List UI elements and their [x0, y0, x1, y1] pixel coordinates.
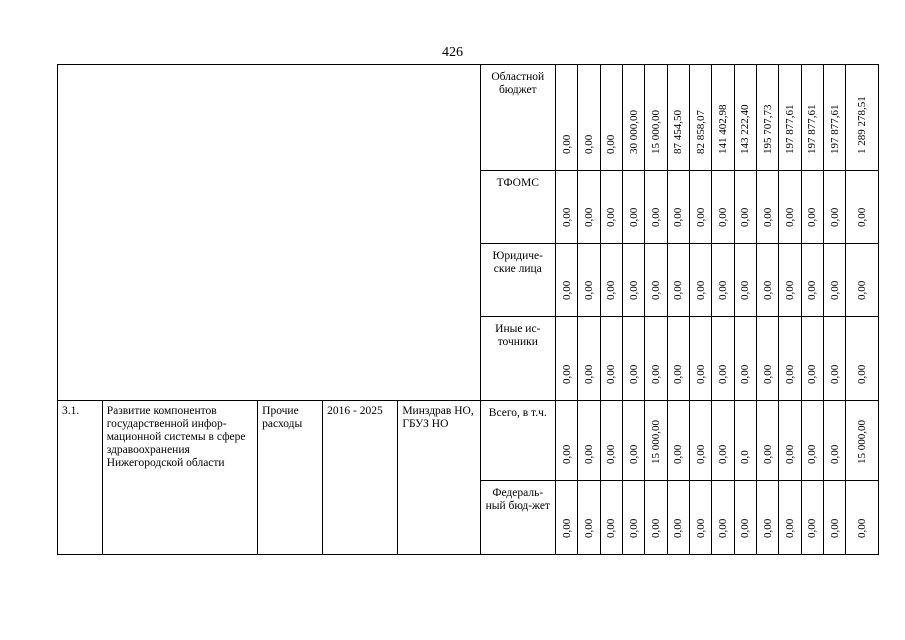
value-cell [756, 401, 778, 481]
merged-empty-cell [58, 65, 481, 401]
value-text: 0,00 [828, 280, 841, 300]
value-cell [846, 244, 879, 317]
value-cell [667, 65, 689, 171]
value-cell [555, 317, 577, 401]
value-cell [801, 317, 823, 401]
value-text: 0,00 [627, 364, 640, 384]
value-text: 82 858,07 [694, 110, 707, 154]
value-cell [645, 401, 667, 481]
value-text: 0,00 [739, 518, 752, 538]
executor: Минздрав НО, ГБУЗ НО [398, 401, 480, 555]
value-text: 0,00 [828, 364, 841, 384]
value-text: 0,00 [694, 518, 707, 538]
value-text: 0,00 [828, 518, 841, 538]
value-cell [689, 171, 711, 244]
value-text: 0,00 [739, 280, 752, 300]
value-text: 0,00 [828, 444, 841, 464]
value-text: 0,00 [783, 444, 796, 464]
value-text: 0,00 [605, 207, 618, 227]
value-text: 0,00 [582, 134, 595, 154]
expense-type: Прочие расходы [258, 401, 323, 555]
value-text: 0,00 [560, 518, 573, 538]
value-text: 30 000,00 [627, 110, 640, 154]
value-text: 0,00 [806, 518, 819, 538]
value-cell [689, 244, 711, 317]
value-cell [734, 171, 756, 244]
value-text: 0,00 [761, 280, 774, 300]
value-cell [578, 65, 600, 171]
value-text: 0,00 [560, 207, 573, 227]
value-text: 0,00 [806, 207, 819, 227]
period: 2016 - 2025 [323, 401, 398, 555]
funding-source: Всего, в т.ч. [480, 401, 555, 481]
value-text: 87 454,50 [672, 110, 685, 154]
value-cell [622, 244, 644, 317]
value-cell [600, 317, 622, 401]
value-cell [756, 481, 778, 555]
value-cell [645, 65, 667, 171]
value-cell [622, 317, 644, 401]
value-text: 15 000,00 [649, 110, 662, 154]
value-text: 0,00 [806, 364, 819, 384]
value-cell [578, 244, 600, 317]
value-cell [667, 401, 689, 481]
value-text: 0,00 [761, 207, 774, 227]
value-cell [578, 317, 600, 401]
value-cell [645, 481, 667, 555]
value-text: 0,00 [605, 364, 618, 384]
value-cell [801, 171, 823, 244]
value-cell [734, 317, 756, 401]
value-cell [756, 65, 778, 171]
value-cell [846, 171, 879, 244]
table-row [58, 401, 879, 481]
funding-source: Иные ис-точники [480, 317, 555, 401]
value-cell [823, 317, 845, 401]
value-text: 0,00 [582, 280, 595, 300]
value-text: 0,00 [828, 207, 841, 227]
value-cell [846, 401, 879, 481]
value-text: 0,00 [694, 280, 707, 300]
value-cell [823, 401, 845, 481]
value-text: 0,00 [716, 518, 729, 538]
value-text: 0,00 [783, 518, 796, 538]
value-text: 143 222,40 [739, 104, 752, 154]
value-text: 0,00 [761, 518, 774, 538]
value-text: 0,00 [783, 280, 796, 300]
value-text: 0,00 [672, 364, 685, 384]
value-cell [756, 244, 778, 317]
value-cell [555, 244, 577, 317]
budget-table [57, 64, 879, 555]
value-text: 0,00 [672, 280, 685, 300]
value-text: 0,00 [627, 444, 640, 464]
value-cell [578, 171, 600, 244]
value-cell [689, 65, 711, 171]
value-cell [779, 65, 801, 171]
value-text: 0,00 [649, 207, 662, 227]
value-text: 197 877,61 [806, 104, 819, 154]
value-text: 0,00 [716, 444, 729, 464]
value-cell [779, 244, 801, 317]
value-text: 0,00 [716, 364, 729, 384]
value-text: 0,00 [605, 134, 618, 154]
value-cell [555, 481, 577, 555]
value-text: 0,00 [783, 207, 796, 227]
value-cell [779, 401, 801, 481]
value-cell [801, 401, 823, 481]
value-text: 197 877,61 [783, 104, 796, 154]
value-text: 0,00 [716, 207, 729, 227]
value-text: 0,00 [856, 518, 869, 538]
value-cell [846, 481, 879, 555]
value-cell [779, 171, 801, 244]
value-text: 0,00 [649, 518, 662, 538]
value-cell [734, 244, 756, 317]
value-cell [622, 65, 644, 171]
value-cell [734, 401, 756, 481]
value-text: 197 877,61 [828, 104, 841, 154]
value-text: 0,00 [856, 364, 869, 384]
value-text: 0,00 [582, 207, 595, 227]
value-cell [645, 171, 667, 244]
value-cell [823, 171, 845, 244]
value-text: 0,00 [856, 280, 869, 300]
table-row [58, 65, 879, 171]
value-cell [555, 171, 577, 244]
value-cell [645, 317, 667, 401]
value-text: 0,00 [856, 207, 869, 227]
value-text: 0,00 [627, 518, 640, 538]
value-cell [622, 481, 644, 555]
funding-source: Областной бюджет [480, 65, 555, 171]
value-cell [689, 401, 711, 481]
value-cell [712, 65, 734, 171]
value-cell [846, 65, 879, 171]
value-text: 0,00 [761, 364, 774, 384]
value-text: 0,00 [582, 364, 595, 384]
value-text: 0,00 [560, 364, 573, 384]
value-text: 0,00 [605, 280, 618, 300]
funding-source: Юридиче-ские лица [480, 244, 555, 317]
value-text: 0,00 [627, 280, 640, 300]
value-text: 0,00 [694, 207, 707, 227]
value-text: 0,0 [739, 450, 752, 464]
value-cell [779, 481, 801, 555]
value-text: 0,00 [694, 364, 707, 384]
value-text: 0,00 [582, 518, 595, 538]
value-cell [712, 317, 734, 401]
value-text: 15 000,00 [649, 420, 662, 464]
value-text: 15 000,00 [856, 420, 869, 464]
value-text: 0,00 [672, 518, 685, 538]
value-cell [600, 65, 622, 171]
value-text: 0,00 [716, 280, 729, 300]
value-cell [555, 65, 577, 171]
value-cell [846, 317, 879, 401]
value-cell [712, 401, 734, 481]
value-cell [823, 65, 845, 171]
value-cell [667, 317, 689, 401]
value-text: 0,00 [672, 207, 685, 227]
value-cell [823, 244, 845, 317]
value-cell [756, 317, 778, 401]
value-text: 0,00 [806, 280, 819, 300]
value-text: 0,00 [739, 207, 752, 227]
value-cell [667, 171, 689, 244]
value-cell [645, 244, 667, 317]
funding-source: ТФОМС [480, 171, 555, 244]
funding-source: Федераль-ный бюд-жет [480, 481, 555, 555]
value-cell [667, 244, 689, 317]
value-cell [578, 401, 600, 481]
value-cell [622, 171, 644, 244]
value-text: 0,00 [605, 444, 618, 464]
value-text: 0,00 [560, 444, 573, 464]
value-cell [801, 65, 823, 171]
value-cell [801, 481, 823, 555]
value-text: 0,00 [783, 364, 796, 384]
value-cell [600, 481, 622, 555]
value-text: 0,00 [739, 364, 752, 384]
value-text: 0,00 [672, 444, 685, 464]
value-cell [734, 481, 756, 555]
value-text: 0,00 [806, 444, 819, 464]
value-cell [600, 401, 622, 481]
value-text: 0,00 [649, 364, 662, 384]
item-number: 3.1. [58, 401, 103, 555]
value-text: 0,00 [605, 518, 618, 538]
value-text: 0,00 [560, 134, 573, 154]
value-text: 0,00 [627, 207, 640, 227]
value-cell [689, 317, 711, 401]
value-cell [555, 401, 577, 481]
value-text: 0,00 [761, 444, 774, 464]
value-text: 195 707,73 [761, 104, 774, 154]
value-text: 0,00 [649, 280, 662, 300]
value-cell [712, 171, 734, 244]
value-text: 141 402,98 [716, 104, 729, 154]
value-cell [801, 244, 823, 317]
value-cell [823, 481, 845, 555]
item-name: Развитие компонентов государственной инфор-мационной системы в сфере здравоохранения Нижегородской области [102, 401, 257, 555]
value-text: 1 289 278,51 [856, 96, 869, 154]
value-cell [734, 65, 756, 171]
value-cell [667, 481, 689, 555]
value-cell [779, 317, 801, 401]
value-cell [600, 244, 622, 317]
value-text: 0,00 [582, 444, 595, 464]
value-cell [756, 171, 778, 244]
value-cell [712, 481, 734, 555]
value-text: 0,00 [694, 444, 707, 464]
value-cell [600, 171, 622, 244]
value-cell [622, 401, 644, 481]
value-cell [712, 244, 734, 317]
value-text: 0,00 [560, 280, 573, 300]
value-cell [578, 481, 600, 555]
page-number: 426 [442, 45, 463, 60]
value-cell [689, 481, 711, 555]
